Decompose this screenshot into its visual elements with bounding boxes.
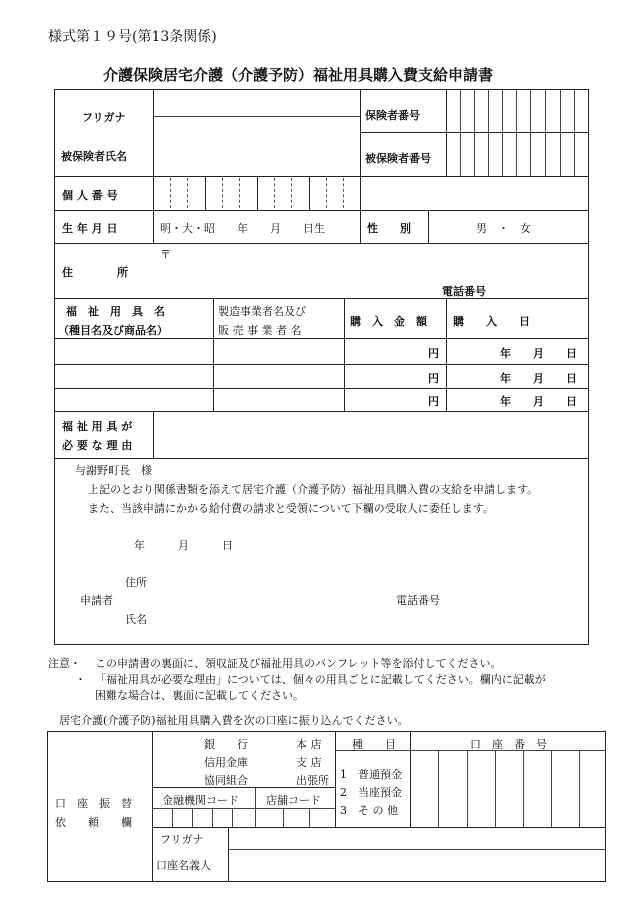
maker-subheader: 販 売 事 業 者 名 [218, 324, 302, 337]
statement-line-1: 上記のとおり関係書類を添えて居宅介護（介護予防）福祉用具購入費の支給を申請します。 [88, 483, 539, 496]
note-3: 困難な場合は、裏面に記載してください。 [95, 689, 304, 702]
insured-number-label: 被保険者番号 [365, 152, 431, 165]
birthdate-label: 生 年 月 日 [62, 222, 118, 235]
account-number-header: 口 座 番 号 [470, 738, 547, 751]
reason-field[interactable] [156, 414, 586, 455]
equipment-subheader: （種目名及び商品名） [58, 324, 168, 337]
account-holder-label: 口座名義人 [156, 859, 211, 872]
equipment-header: 福 祉 用 具 名 [66, 305, 165, 318]
date-header: 購 入 日 [453, 315, 530, 328]
application-date[interactable]: 年 月 日 [134, 539, 233, 552]
branch-main: 本 店 [296, 738, 322, 751]
yen-unit: 円 [428, 372, 439, 385]
reason-label: 福 祉 用 具 が [62, 420, 133, 433]
bank-intro: 居宅介護(介護予防)福祉用具購入費を次の口座に振り込んでください。 [59, 714, 409, 727]
account-type-2[interactable]: 2 当座預金 [340, 786, 402, 799]
address-label: 住 所 [62, 266, 128, 279]
gender-label: 性 別 [367, 222, 411, 235]
maker-header: 製造事業者名及び [218, 305, 306, 318]
bank-side-sublabel: 依 頼 欄 [55, 816, 132, 829]
institution-code-label: 金融機関コード [162, 794, 239, 807]
yen-unit: 円 [428, 347, 439, 360]
branch-sub: 支 店 [296, 756, 322, 769]
applicant-label: 申請者 [80, 594, 113, 607]
institution-credit: 信用金庫 [204, 756, 248, 769]
bank-side-label: 口 座 振 替 [55, 797, 132, 810]
insured-name-label: 被保険者氏名 [61, 150, 127, 163]
personal-number-label: 個 人 番 号 [62, 189, 118, 202]
phone-label: 電話番号 [442, 285, 486, 298]
purchase-date[interactable]: 年 月 日 [500, 347, 577, 360]
gender-value[interactable]: 男 ・ 女 [476, 222, 531, 235]
applicant-name-label: 氏名 [125, 613, 147, 626]
institution-bank: 銀 行 [204, 738, 248, 751]
branch-office: 出張所 [296, 774, 329, 787]
account-type-3[interactable]: 3 そ の 他 [340, 804, 398, 817]
insurer-number-label: 保険者番号 [365, 109, 420, 122]
yen-unit: 円 [428, 395, 439, 408]
applicant-address-label: 住所 [125, 576, 147, 589]
form-number: 様式第１９号(第13条関係) [48, 29, 217, 45]
statement-line-2: また、当該申請にかかる給付費の請求と受領について下欄の受取人に委任します。 [88, 502, 494, 515]
note-bullet: ・ [75, 673, 86, 686]
furigana-label: フリガナ [82, 111, 126, 124]
page-title: 介護保険居宅介護（介護予防）福祉用具購入費支給申請書 [103, 66, 494, 84]
birthdate-value[interactable]: 明・大・昭 年 月 日生 [160, 222, 325, 235]
institution-coop: 協同組合 [204, 774, 248, 787]
account-type-1[interactable]: 1 普通預金 [340, 768, 402, 781]
postal-mark: 〒 [160, 248, 171, 261]
personal-number-field[interactable] [156, 178, 356, 208]
branch-code-label: 店舗コード [266, 794, 321, 807]
address-field[interactable] [175, 246, 585, 276]
insured-name-field[interactable] [156, 120, 356, 174]
note-1: この申請書の裏面に、領収証及び福祉用具のパンフレット等を添付してください。 [95, 657, 502, 670]
furigana-field[interactable] [156, 92, 356, 114]
purchase-date[interactable]: 年 月 日 [500, 395, 577, 408]
addressee: 与謝野町長 様 [75, 464, 152, 477]
account-furigana-label: フリガナ [160, 833, 204, 846]
account-holder-field[interactable] [232, 852, 602, 879]
amount-header: 購 入 金 額 [350, 315, 427, 328]
account-type-header: 種 目 [352, 738, 396, 751]
applicant-phone-label: 電話番号 [396, 594, 440, 607]
purchase-date[interactable]: 年 月 日 [500, 372, 577, 385]
notes-label: 注意・ [48, 657, 81, 670]
note-2: 「福祉用具が必要な理由」については、個々の用具ごとに記載してください。欄内に記載が [95, 673, 546, 686]
reason-sublabel: 必 要 な 理 由 [62, 439, 133, 452]
